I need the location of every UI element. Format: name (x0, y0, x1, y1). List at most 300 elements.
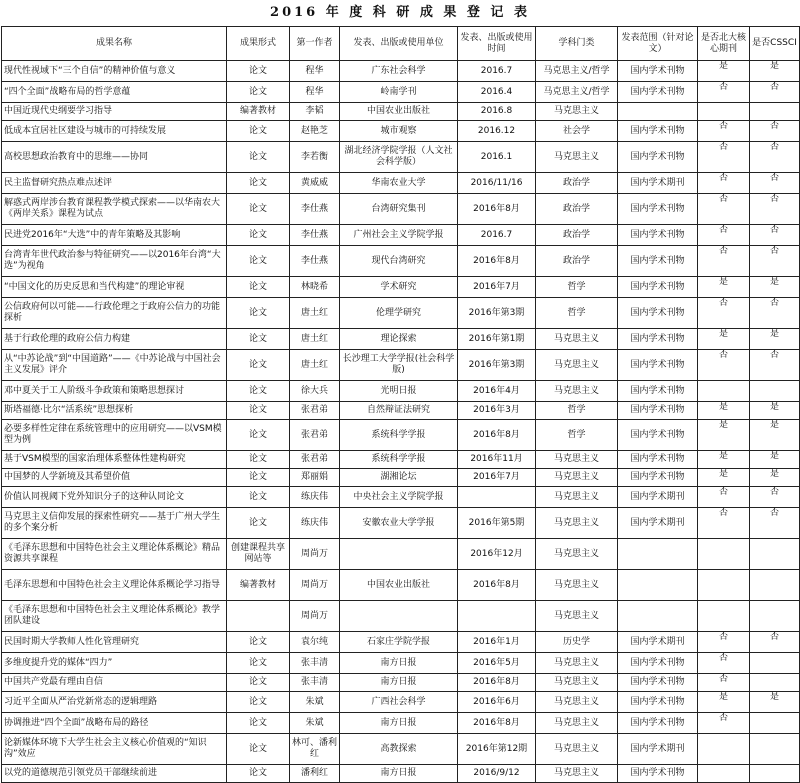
author-cell: 练庆伟 (290, 487, 340, 508)
publisher-cell: 系统科学学报 (340, 451, 458, 469)
pku-core-cell (698, 765, 750, 783)
form-cell: 论文 (227, 82, 290, 103)
scope-cell (618, 539, 698, 570)
title-cell: 《毛泽东思想和中国特色社会主义理论体系概论》精品资源共享课程 (2, 539, 227, 570)
form-cell: 编著教材 (227, 103, 290, 121)
cssci-cell (750, 601, 800, 632)
publisher-cell: 光明日报 (340, 381, 458, 402)
header-cell: 是否北大核心期刊 (698, 27, 750, 61)
cssci-cell (750, 570, 800, 601)
pku-core-cell: 是 (698, 61, 750, 82)
pku-core-cell: 否 (698, 487, 750, 508)
publisher-cell: 自然辩证法研究 (340, 402, 458, 420)
author-cell: 张君弟 (290, 402, 340, 420)
scope-cell: 国内学术期刊 (618, 632, 698, 653)
form-cell: 论文 (227, 246, 290, 277)
pku-core-cell: 否 (698, 82, 750, 103)
author-cell: 张君弟 (290, 420, 340, 451)
form-cell: 论文 (227, 692, 290, 713)
title-cell: “四个全面”战略布局的哲学意蕴 (2, 82, 227, 103)
table-row (2, 487, 800, 508)
title-cell: 论新媒体环境下大学生社会主义核心价值观的“知识沟”效应 (2, 734, 227, 765)
title-cell: 现代性视域下“三个自信”的精神价值与意义 (2, 61, 227, 82)
author-cell: 张君弟 (290, 451, 340, 469)
form-cell: 论文 (227, 469, 290, 487)
publisher-cell: 台湾研究集刊 (340, 194, 458, 225)
pku-core-cell: 否 (698, 225, 750, 246)
table-row (2, 601, 800, 632)
scope-cell: 国内学术刊物 (618, 451, 698, 469)
date-cell: 2016.1 (458, 142, 536, 173)
discipline-cell: 哲学 (536, 298, 618, 329)
scope-cell: 国内学术刊物 (618, 194, 698, 225)
table-row (2, 142, 800, 173)
cssci-cell: 否 (750, 487, 800, 508)
date-cell: 2016.12 (458, 121, 536, 142)
table-row (2, 277, 800, 298)
publisher-cell: 南方日报 (340, 653, 458, 674)
header-cell: 发表范围（针对论文） (618, 27, 698, 61)
date-cell: 2016年8月 (458, 194, 536, 225)
table-row (2, 173, 800, 194)
cssci-cell: 否 (750, 632, 800, 653)
form-cell: 论文 (227, 173, 290, 194)
date-cell: 2016年7月 (458, 469, 536, 487)
scope-cell: 国内学术刊物 (618, 61, 698, 82)
pku-core-cell: 是 (698, 451, 750, 469)
author-cell: 林晓希 (290, 277, 340, 298)
pku-core-cell (698, 539, 750, 570)
date-cell: 2016年3月 (458, 402, 536, 420)
discipline-cell: 政治学 (536, 246, 618, 277)
discipline-cell: 马克思主义 (536, 653, 618, 674)
date-cell: 2016年8月 (458, 713, 536, 734)
date-cell: 2016年8月 (458, 420, 536, 451)
scope-cell: 国内学术刊物 (618, 82, 698, 103)
scope-cell: 国内学术刊物 (618, 246, 698, 277)
title-cell: “中国文化的历史反思和当代构建”的理论审视 (2, 277, 227, 298)
pku-core-cell: 否 (698, 121, 750, 142)
title-cell: 台湾青年世代政治参与特征研究——以2016年台湾“大选”为视角 (2, 246, 227, 277)
pku-core-cell: 否 (698, 674, 750, 692)
cssci-cell (750, 539, 800, 570)
table-row (2, 653, 800, 674)
pku-core-cell: 否 (698, 298, 750, 329)
table-row (2, 298, 800, 329)
scope-cell: 国内学术刊物 (618, 765, 698, 783)
cssci-cell: 是 (750, 451, 800, 469)
author-cell: 李若衡 (290, 142, 340, 173)
cssci-cell: 否 (750, 350, 800, 381)
date-cell: 2016年7月 (458, 277, 536, 298)
scope-cell: 国内学术刊物 (618, 420, 698, 451)
date-cell: 2016.8 (458, 103, 536, 121)
publisher-cell: 学术研究 (340, 277, 458, 298)
form-cell: 论文 (227, 142, 290, 173)
discipline-cell: 马克思主义 (536, 570, 618, 601)
table-row (2, 765, 800, 783)
discipline-cell: 马克思主义 (536, 674, 618, 692)
table-row (2, 381, 800, 402)
publisher-cell: 南方日报 (340, 713, 458, 734)
author-cell: 周尚万 (290, 539, 340, 570)
discipline-cell: 哲学 (536, 420, 618, 451)
title-cell: 邓中夏关于工人阶级斗争政策和策略思想探讨 (2, 381, 227, 402)
cssci-cell: 是 (750, 469, 800, 487)
cssci-cell: 否 (750, 194, 800, 225)
scope-cell: 国内学术刊物 (618, 381, 698, 402)
title-cell: 民主监督研究热点难点述评 (2, 173, 227, 194)
discipline-cell: 马克思主义 (536, 469, 618, 487)
publisher-cell: 安徽农业大学学报 (340, 508, 458, 539)
publisher-cell: 理论探索 (340, 329, 458, 350)
title-cell: 以党的道德规范引领党员干部继续前进 (2, 765, 227, 783)
pku-core-cell: 否 (698, 142, 750, 173)
discipline-cell: 马克思主义 (536, 508, 618, 539)
cssci-cell: 是 (750, 420, 800, 451)
title-cell: 从“中苏论战”到“中国道路”——《中苏论战与中国社会主义发展》评介 (2, 350, 227, 381)
header-cell: 学科门类 (536, 27, 618, 61)
scope-cell: 国内学术刊物 (618, 298, 698, 329)
form-cell: 论文 (227, 487, 290, 508)
title-cell: 民国时期大学教师人性化管理研究 (2, 632, 227, 653)
scope-cell: 国内学术刊物 (618, 142, 698, 173)
title-cell: 斯塔福德·比尔“活系统”思想探析 (2, 402, 227, 420)
form-cell: 论文 (227, 451, 290, 469)
publisher-cell: 中央社会主义学院学报 (340, 487, 458, 508)
header-cell: 是否CSSCI (750, 27, 800, 61)
cssci-cell (750, 103, 800, 121)
date-cell: 2016年第1期 (458, 329, 536, 350)
form-cell: 创建课程共享网站等 (227, 539, 290, 570)
discipline-cell: 哲学 (536, 402, 618, 420)
table-row (2, 734, 800, 765)
title-cell: 中国近现代史纲要学习指导 (2, 103, 227, 121)
form-cell: 论文 (227, 765, 290, 783)
publisher-cell: 城市观察 (340, 121, 458, 142)
date-cell: 2016年第3期 (458, 350, 536, 381)
discipline-cell: 马克思主义 (536, 451, 618, 469)
title-cell: 马克思主义信仰发展的探索性研究——基于广州大学生的多个案分析 (2, 508, 227, 539)
form-cell: 论文 (227, 277, 290, 298)
date-cell: 2016年11月 (458, 451, 536, 469)
author-cell: 唐土红 (290, 329, 340, 350)
author-cell: 程华 (290, 82, 340, 103)
scope-cell: 国内学术刊物 (618, 653, 698, 674)
title-cell: 毛泽东思想和中国特色社会主义理论体系概论学习指导 (2, 570, 227, 601)
table-row (2, 469, 800, 487)
scope-cell: 国内学术刊物 (618, 121, 698, 142)
discipline-cell: 马克思主义 (536, 142, 618, 173)
author-cell: 张丰清 (290, 674, 340, 692)
author-cell: 周尚万 (290, 570, 340, 601)
publisher-cell: 伦理学研究 (340, 298, 458, 329)
cssci-cell (750, 653, 800, 674)
discipline-cell: 马克思主义 (536, 539, 618, 570)
title-cell: 民进党2016年“大选”中的青年策略及其影响 (2, 225, 227, 246)
author-cell: 朱斌 (290, 713, 340, 734)
header-cell: 第一作者 (290, 27, 340, 61)
pku-core-cell: 是 (698, 402, 750, 420)
date-cell: 2016年8月 (458, 570, 536, 601)
discipline-cell: 历史学 (536, 632, 618, 653)
title-cell: 价值认同视阈下党外知识分子的这种认同论文 (2, 487, 227, 508)
title-cell: 高校思想政治教育中的思维——协同 (2, 142, 227, 173)
publisher-cell: 长沙理工大学学报(社会科学版) (340, 350, 458, 381)
author-cell: 李仕燕 (290, 194, 340, 225)
title-cell: 基于VSM模型的国家治理体系整体性建构研究 (2, 451, 227, 469)
publisher-cell: 南方日报 (340, 765, 458, 783)
title-cell: 公信政府何以可能——行政伦理之于政府公信力的功能探析 (2, 298, 227, 329)
date-cell: 2016年第12期 (458, 734, 536, 765)
scope-cell: 国内学术刊物 (618, 350, 698, 381)
table-row (2, 570, 800, 601)
date-cell: 2016年4月 (458, 381, 536, 402)
discipline-cell: 马克思主义/哲学 (536, 61, 618, 82)
publisher-cell: 广西社会科学 (340, 692, 458, 713)
publisher-cell: 中国农业出版社 (340, 103, 458, 121)
discipline-cell: 马克思主义 (536, 713, 618, 734)
scope-cell (618, 103, 698, 121)
form-cell: 论文 (227, 329, 290, 350)
publisher-cell: 广州社会主义学院学报 (340, 225, 458, 246)
discipline-cell: 马克思主义 (536, 350, 618, 381)
author-cell: 徐大兵 (290, 381, 340, 402)
discipline-cell: 马克思主义 (536, 103, 618, 121)
discipline-cell: 马克思主义 (536, 765, 618, 783)
author-cell: 周尚万 (290, 601, 340, 632)
author-cell: 李仕燕 (290, 246, 340, 277)
scope-cell: 国内学术刊物 (618, 469, 698, 487)
cssci-cell: 否 (750, 246, 800, 277)
title-cell: 解惑式两岸涉台教育课程教学模式探索——以华南农大《两岸关系》课程为试点 (2, 194, 227, 225)
title-cell: 中国梦的人学新境及其希望价值 (2, 469, 227, 487)
date-cell (458, 487, 536, 508)
publisher-cell (340, 601, 458, 632)
author-cell: 朱斌 (290, 692, 340, 713)
author-cell: 唐土红 (290, 298, 340, 329)
scope-cell: 国内学术刊物 (618, 674, 698, 692)
scope-cell: 国内学术刊物 (618, 402, 698, 420)
title-cell: 习近平全面从严治党新常态的逻辑理路 (2, 692, 227, 713)
table-row (2, 225, 800, 246)
publisher-cell: 华南农业大学 (340, 173, 458, 194)
table-row (2, 692, 800, 713)
title-cell: 低成本宜居社区建设与城市的可持续发展 (2, 121, 227, 142)
cssci-cell: 否 (750, 225, 800, 246)
pku-core-cell (698, 381, 750, 402)
form-cell: 论文 (227, 225, 290, 246)
form-cell: 论文 (227, 121, 290, 142)
title-cell: 基于行政伦理的政府公信力构建 (2, 329, 227, 350)
scope-cell: 国内学术刊物 (618, 329, 698, 350)
publisher-cell: 系统科学学报 (340, 420, 458, 451)
table-row (2, 103, 800, 121)
form-cell: 论文 (227, 402, 290, 420)
header-cell: 成果名称 (2, 27, 227, 61)
publisher-cell (340, 539, 458, 570)
date-cell: 2016年第3期 (458, 298, 536, 329)
form-cell: 论文 (227, 674, 290, 692)
table-row (2, 508, 800, 539)
form-cell: 论文 (227, 508, 290, 539)
publisher-cell: 中国农业出版社 (340, 570, 458, 601)
discipline-cell: 马克思主义/哲学 (536, 82, 618, 103)
form-cell: 论文 (227, 298, 290, 329)
scope-cell: 国内学术刊物 (618, 713, 698, 734)
form-cell: 论文 (227, 420, 290, 451)
header-cell: 成果形式 (227, 27, 290, 61)
date-cell (458, 601, 536, 632)
form-cell: 论文 (227, 194, 290, 225)
table-row (2, 350, 800, 381)
author-cell: 李韬 (290, 103, 340, 121)
cssci-cell (750, 674, 800, 692)
author-cell: 潘利红 (290, 765, 340, 783)
discipline-cell: 社会学 (536, 121, 618, 142)
date-cell: 2016年8月 (458, 246, 536, 277)
author-cell: 唐土红 (290, 350, 340, 381)
header-cell: 发表、出版或使用时间 (458, 27, 536, 61)
date-cell: 2016年1月 (458, 632, 536, 653)
publisher-cell: 南方日报 (340, 674, 458, 692)
cssci-cell: 是 (750, 402, 800, 420)
table-row (2, 402, 800, 420)
pku-core-cell: 是 (698, 692, 750, 713)
pku-core-cell (698, 601, 750, 632)
pku-core-cell: 否 (698, 713, 750, 734)
scope-cell: 国内学术期刊 (618, 508, 698, 539)
discipline-cell: 马克思主义 (536, 329, 618, 350)
title-cell: 协调推进“四个全面”战略布局的路径 (2, 713, 227, 734)
pku-core-cell: 否 (698, 632, 750, 653)
publisher-cell: 高教探索 (340, 734, 458, 765)
date-cell: 2016.4 (458, 82, 536, 103)
cssci-cell: 否 (750, 121, 800, 142)
author-cell: 郑丽娟 (290, 469, 340, 487)
date-cell: 2016.7 (458, 225, 536, 246)
discipline-cell: 马克思主义 (536, 692, 618, 713)
title-cell: 多维度提升党的媒体“四力” (2, 653, 227, 674)
form-cell: 论文 (227, 653, 290, 674)
scope-cell: 国内学术刊物 (618, 692, 698, 713)
pku-core-cell: 是 (698, 329, 750, 350)
table-row (2, 632, 800, 653)
date-cell: 2016年6月 (458, 692, 536, 713)
table-row (2, 194, 800, 225)
pku-core-cell: 否 (698, 194, 750, 225)
cssci-cell: 是 (750, 277, 800, 298)
scope-cell (618, 601, 698, 632)
date-cell: 2016年8月 (458, 674, 536, 692)
form-cell: 论文 (227, 350, 290, 381)
publisher-cell: 湖湘论坛 (340, 469, 458, 487)
cssci-cell: 否 (750, 298, 800, 329)
scope-cell: 国内学术刊物 (618, 225, 698, 246)
table-row (2, 420, 800, 451)
cssci-cell: 是 (750, 329, 800, 350)
cssci-cell: 否 (750, 173, 800, 194)
table-row (2, 674, 800, 692)
pku-core-cell: 否 (698, 246, 750, 277)
discipline-cell: 马克思主义 (536, 601, 618, 632)
scope-cell (618, 570, 698, 601)
page-title: 2016 年 度 科 研 成 果 登 记 表 (270, 5, 530, 20)
form-cell: 论文 (227, 381, 290, 402)
publisher-cell: 湖北经济学院学报（人文社会科学版） (340, 142, 458, 173)
date-cell: 2016年第5期 (458, 508, 536, 539)
date-cell: 2016/9/12 (458, 765, 536, 783)
author-cell: 张丰清 (290, 653, 340, 674)
cssci-cell: 否 (750, 508, 800, 539)
table-row (2, 82, 800, 103)
table-row (2, 246, 800, 277)
author-cell: 练庆伟 (290, 508, 340, 539)
form-cell: 编著教材 (227, 570, 290, 601)
cssci-cell (750, 734, 800, 765)
cssci-cell: 是 (750, 61, 800, 82)
scope-cell: 国内学术期刊 (618, 487, 698, 508)
discipline-cell: 政治学 (536, 225, 618, 246)
date-cell: 2016年12月 (458, 539, 536, 570)
discipline-cell: 政治学 (536, 194, 618, 225)
scope-cell: 国内学术期刊 (618, 173, 698, 194)
author-cell: 黄威威 (290, 173, 340, 194)
table-body (2, 61, 800, 783)
pku-core-cell: 否 (698, 508, 750, 539)
author-cell: 赵艳芝 (290, 121, 340, 142)
scope-cell: 国内学术期刊 (618, 734, 698, 765)
title-cell: 《毛泽东思想和中国特色社会主义理论体系概论》教学团队建设 (2, 601, 227, 632)
table-row (2, 451, 800, 469)
cssci-cell: 否 (750, 82, 800, 103)
pku-core-cell: 否 (698, 653, 750, 674)
table-row (2, 539, 800, 570)
cssci-cell (750, 713, 800, 734)
pku-core-cell: 否 (698, 173, 750, 194)
pku-core-cell: 是 (698, 469, 750, 487)
table-header-row (2, 27, 800, 61)
discipline-cell: 马克思主义 (536, 381, 618, 402)
author-cell: 程华 (290, 61, 340, 82)
cssci-cell (750, 765, 800, 783)
form-cell: 论文 (227, 713, 290, 734)
discipline-cell: 政治学 (536, 173, 618, 194)
cssci-cell: 是 (750, 692, 800, 713)
author-cell: 林可、潘利红 (290, 734, 340, 765)
table-row (2, 61, 800, 82)
header-cell: 发表、出版或使用单位 (340, 27, 458, 61)
title-cell: 中国共产党最有理由自信 (2, 674, 227, 692)
scope-cell: 国内学术刊物 (618, 277, 698, 298)
table-row (2, 713, 800, 734)
pku-core-cell (698, 103, 750, 121)
publisher-cell: 现代台湾研究 (340, 246, 458, 277)
author-cell: 袁尔纯 (290, 632, 340, 653)
pku-core-cell (698, 570, 750, 601)
discipline-cell: 马克思主义 (536, 487, 618, 508)
publisher-cell: 石家庄学院学报 (340, 632, 458, 653)
research-results-table (1, 26, 800, 783)
table-row (2, 121, 800, 142)
date-cell: 2016年5月 (458, 653, 536, 674)
title-cell: 必要多样性定律在系统管理中的应用研究——以VSM模型为例 (2, 420, 227, 451)
discipline-cell: 哲学 (536, 277, 618, 298)
form-cell: 论文 (227, 734, 290, 765)
form-cell (227, 601, 290, 632)
form-cell: 论文 (227, 632, 290, 653)
publisher-cell: 广东社会科学 (340, 61, 458, 82)
